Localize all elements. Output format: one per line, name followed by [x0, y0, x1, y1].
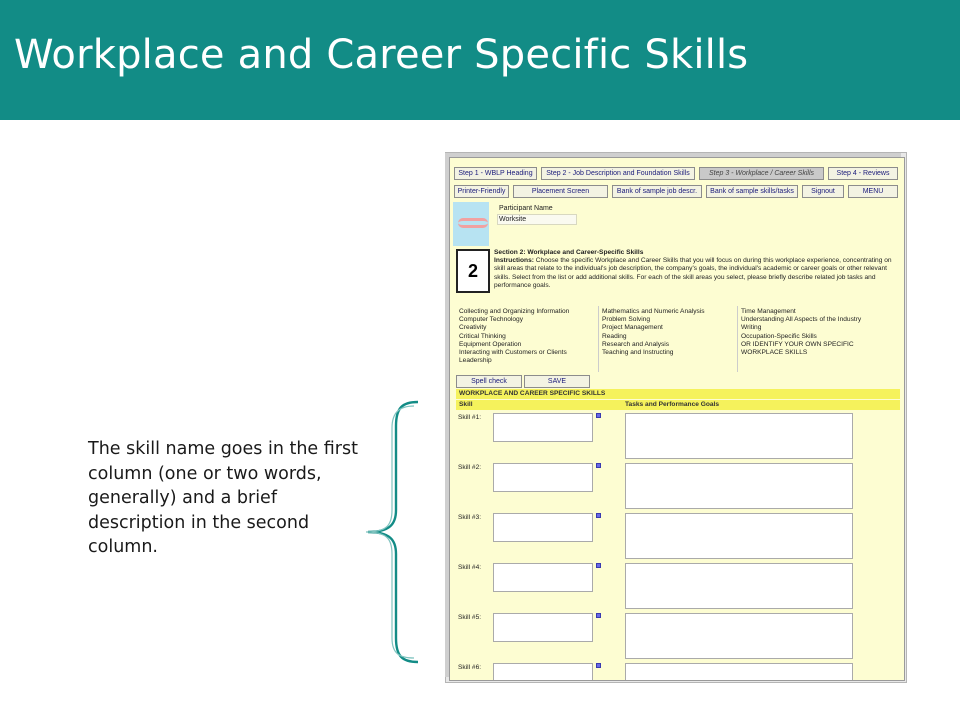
- tab-step4[interactable]: Step 4 - Reviews: [828, 167, 898, 180]
- skill-name-input[interactable]: [493, 563, 593, 592]
- task-goals-input[interactable]: [625, 463, 853, 509]
- section-number: 2: [456, 249, 490, 293]
- skill-name-input[interactable]: [493, 663, 593, 681]
- skill-row-label: Skill #5:: [458, 614, 482, 621]
- task-goals-input[interactable]: [625, 563, 853, 609]
- list-item[interactable]: Time Management: [741, 308, 796, 315]
- skills-list-col2: [598, 306, 736, 372]
- printer-friendly-button[interactable]: Printer-Friendly: [454, 185, 509, 198]
- ribbon-icon: [458, 218, 488, 228]
- column-header-skill: Skill: [459, 401, 473, 408]
- skill-row-label: Skill #4:: [458, 564, 482, 571]
- tab-step3[interactable]: Step 3 - Workplace / Career Skills: [699, 167, 824, 180]
- task-goals-input[interactable]: [625, 613, 853, 659]
- list-item[interactable]: Project Management: [602, 324, 663, 332]
- spellcheck-icon[interactable]: [596, 563, 601, 568]
- section-title: Section 2: Workplace and Career-Specific Skills: [494, 249, 644, 256]
- list-item[interactable]: Understanding All Aspects of the Industry: [741, 316, 862, 324]
- skill-row-label: Skill #3:: [458, 514, 482, 521]
- skills-list-col1: [456, 306, 596, 372]
- list-item[interactable]: WORKPLACE SKILLS: [741, 349, 808, 357]
- skills-list-col3: [737, 306, 900, 372]
- title-bar: [0, 0, 960, 120]
- spellcheck-icon[interactable]: [596, 413, 601, 418]
- list-item[interactable]: Teaching and Instructing: [602, 349, 674, 357]
- list-item[interactable]: Collecting and Organizing Information: [459, 308, 570, 315]
- skill-name-input[interactable]: [493, 613, 593, 642]
- slide-title: Workplace and Career Specific Skills: [14, 32, 749, 78]
- skills-tasks-bank-button[interactable]: Bank of sample skills/tasks: [706, 185, 798, 198]
- participant-name-label: Participant Name: [499, 205, 553, 212]
- list-item[interactable]: Equipment Operation: [459, 340, 522, 348]
- save-button[interactable]: SAVE: [524, 375, 590, 388]
- list-item[interactable]: Reading: [602, 332, 627, 340]
- skill-name-input[interactable]: [493, 413, 593, 442]
- spell-check-button[interactable]: Spell check: [456, 375, 522, 388]
- worksite-label: Worksite: [499, 216, 527, 223]
- list-item[interactable]: Computer Technology: [459, 316, 524, 324]
- skill-row-label: Skill #6:: [458, 664, 482, 671]
- skill-row-label: Skill #1:: [458, 414, 482, 421]
- list-item[interactable]: Research and Analysis: [602, 340, 670, 348]
- spellcheck-icon[interactable]: [596, 613, 601, 618]
- job-description-bank-button[interactable]: Bank of sample job descr.: [612, 185, 702, 198]
- placement-screen-button[interactable]: Placement Screen: [513, 185, 608, 198]
- slide-caption: The skill name goes in the first column (one or two words, generally) and a brief description in the second column.: [88, 439, 358, 557]
- skill-row-label: Skill #2:: [458, 464, 482, 471]
- list-item[interactable]: Problem Solving: [602, 316, 651, 324]
- form-screenshot: [449, 157, 905, 681]
- list-item[interactable]: Writing: [741, 324, 762, 332]
- instructions-label: Instructions:: [494, 257, 534, 265]
- instructions-text: Choose the specific Workplace and Career Skills that you will focus on during this workplace experience, concentrating on skill areas that relate to the individual's job description, the company's goals, the individual's academic or career goals or other relevant skills. Select from the list or add additional skills. For each of the skill areas you select, please briefly describe related job tasks and performance goals.: [494, 257, 892, 289]
- curly-brace-icon: [362, 398, 422, 668]
- list-item[interactable]: Interacting with Customers or Clients: [459, 349, 567, 357]
- signout-button[interactable]: Signout: [802, 185, 844, 198]
- spellcheck-icon[interactable]: [596, 663, 601, 668]
- spellcheck-icon[interactable]: [596, 513, 601, 518]
- list-item[interactable]: Occupation-Specific Skills: [741, 332, 817, 340]
- task-goals-input[interactable]: [625, 663, 853, 681]
- list-item[interactable]: OR IDENTIFY YOUR OWN SPECIFIC: [741, 340, 854, 348]
- spellcheck-icon[interactable]: [596, 463, 601, 468]
- list-item[interactable]: Critical Thinking: [459, 332, 506, 340]
- list-item[interactable]: Mathematics and Numeric Analysis: [602, 308, 705, 315]
- task-goals-input[interactable]: [625, 513, 853, 559]
- list-item[interactable]: Leadership: [459, 357, 492, 365]
- list-item[interactable]: Creativity: [459, 324, 487, 332]
- task-goals-input[interactable]: [625, 413, 853, 459]
- skill-name-input[interactable]: [493, 463, 593, 492]
- menu-button[interactable]: MENU: [848, 185, 898, 198]
- column-header-tasks: Tasks and Performance Goals: [625, 401, 720, 408]
- table-title: WORKPLACE AND CAREER SPECIFIC SKILLS: [456, 389, 900, 399]
- tab-step2[interactable]: Step 2 - Job Description and Foundation Skills: [541, 167, 695, 180]
- tab-step1[interactable]: Step 1 - WBLP Heading: [454, 167, 537, 180]
- skill-name-input[interactable]: [493, 513, 593, 542]
- section-instructions: [494, 249, 900, 290]
